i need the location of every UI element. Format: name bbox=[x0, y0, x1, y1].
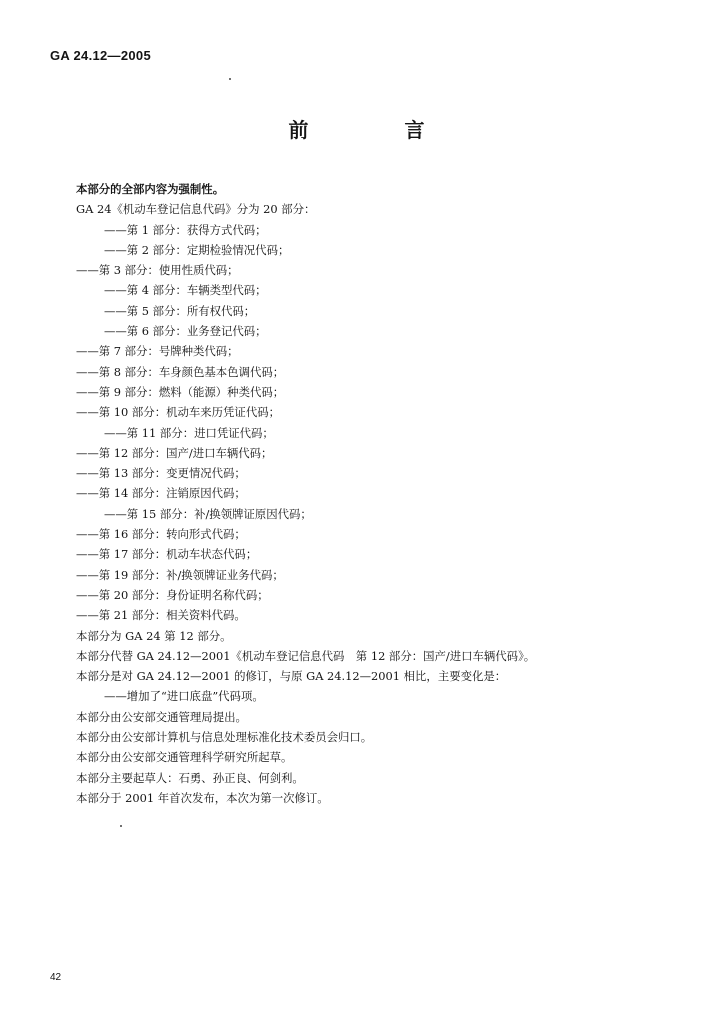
centralizing-statement: 本部分由公安部计算机与信息处理标准化技术委员会归口。 bbox=[76, 730, 373, 745]
mandatory-statement: 本部分的全部内容为强制性。 bbox=[76, 182, 225, 196]
part-list-item: ——第 19 部分：补/换领牌证业务代码； bbox=[76, 567, 284, 582]
part-list-item: ——第 5 部分：所有权代码； bbox=[104, 303, 256, 318]
part-list-item: ——第 14 部分：注销原因代码； bbox=[76, 486, 246, 501]
part-list-item: ——第 15 部分：补/换领牌证原因代码； bbox=[104, 506, 312, 521]
part-list-item: ——第 11 部分：进口凭证代码； bbox=[104, 425, 274, 440]
part-list-item: ——第 13 部分：变更情况代码； bbox=[76, 466, 246, 481]
foreword-body bbox=[76, 179, 676, 808]
parts-intro: GA 24《机动车登记信息代码》分为 20 部分： bbox=[76, 202, 316, 217]
part-list-item: ——第 3 部分：使用性质代码； bbox=[76, 263, 239, 278]
change-item: ——增加了“进口底盘”代码项。 bbox=[104, 689, 264, 704]
part-list-item: ——第 7 部分：号牌种类代码； bbox=[76, 344, 239, 359]
part-list-item: ——第 2 部分：定期检验情况代码； bbox=[104, 242, 290, 257]
drafting-unit-statement: 本部分由公安部交通管理科学研究所起草。 bbox=[76, 750, 293, 765]
replacement-statement: 本部分代替 GA 24.12—2001《机动车登记信息代码 第 12 部分：国产/进口车辆代码》。 bbox=[76, 648, 536, 663]
part-list-item: ——第 8 部分：车身颜色基本色调代码； bbox=[76, 364, 285, 379]
scan-speck bbox=[229, 78, 231, 80]
part-list-item: ——第 12 部分：国产/进口车辆代码； bbox=[76, 445, 273, 460]
revision-statement: 本部分是对 GA 24.12—2001 的修订，与原 GA 24.12—2001 相比，主要变化是： bbox=[76, 669, 507, 684]
part-list-item: ——第 21 部分：相关资料代码。 bbox=[76, 608, 246, 623]
part-list-item: ——第 20 部分：身份证明名称代码； bbox=[76, 587, 269, 602]
part-list-item: ——第 9 部分：燃料（能源）种类代码； bbox=[76, 384, 285, 399]
scan-speck bbox=[120, 825, 122, 827]
page-title: 前 言 bbox=[288, 118, 463, 142]
publication-history: 本部分于 2001 年首次发布，本次为第一次修订。 bbox=[76, 790, 329, 805]
part-list-item: ——第 6 部分：业务登记代码； bbox=[104, 324, 267, 339]
page-number: 42 bbox=[50, 972, 62, 983]
drafters-statement: 本部分主要起草人：石勇、孙正良、何剑利。 bbox=[76, 770, 304, 785]
standard-code: GA 24.12—2005 bbox=[50, 48, 151, 63]
part-list-item: ——第 1 部分：获得方式代码； bbox=[104, 222, 267, 237]
part-list-item: ——第 4 部分：车辆类型代码； bbox=[104, 283, 267, 298]
part-list-item: ——第 10 部分：机动车来历凭证代码； bbox=[76, 405, 280, 420]
part-designation: 本部分为 GA 24 第 12 部分。 bbox=[76, 628, 232, 643]
part-list-item: ——第 16 部分：转向形式代码； bbox=[76, 527, 246, 542]
proposer-statement: 本部分由公安部交通管理局提出。 bbox=[76, 709, 247, 724]
part-list-item: ——第 17 部分：机动车状态代码； bbox=[76, 547, 258, 562]
